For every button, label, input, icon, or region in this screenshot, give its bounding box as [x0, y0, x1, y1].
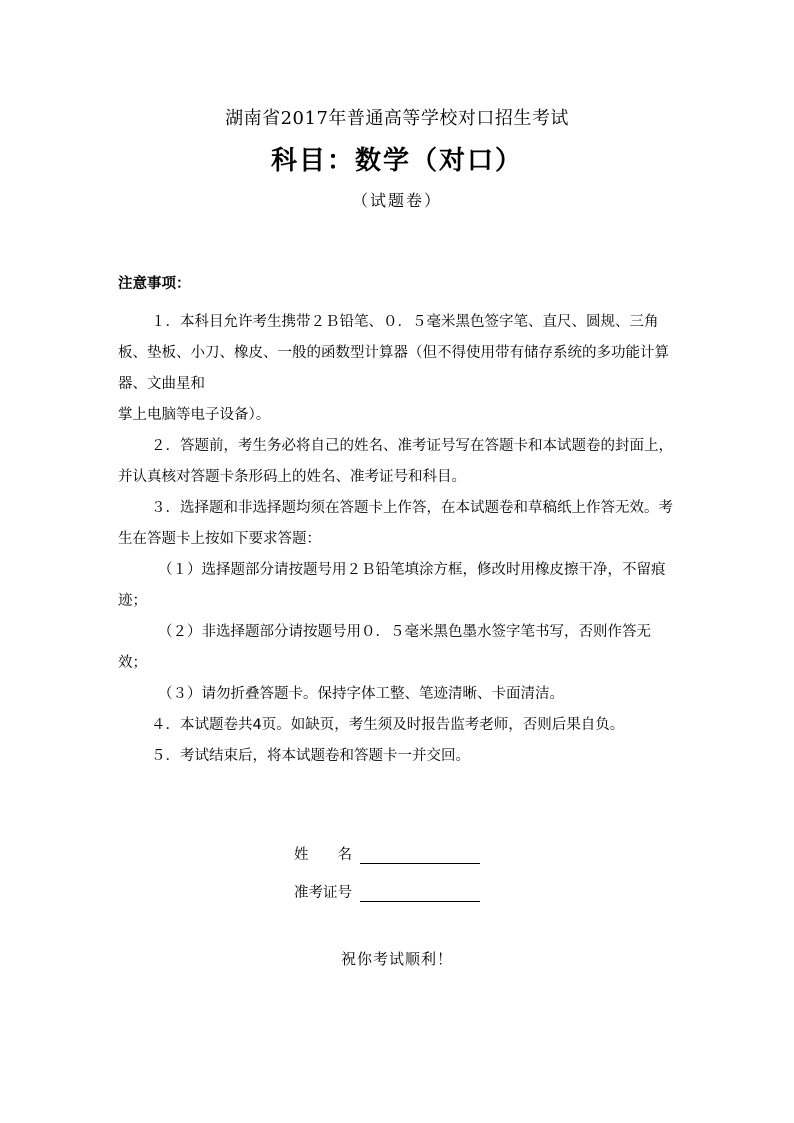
- subject-title: 科目：数学（对口）: [270, 146, 523, 176]
- id-row: [294, 864, 480, 902]
- id-label: 准考证号: [294, 885, 352, 901]
- candidate-info: [294, 826, 480, 902]
- paper-type: （试题卷）: [351, 191, 442, 210]
- id-blank-line[interactable]: [360, 883, 480, 902]
- note-item-3: ３．选择题和非选择题均须在答题卡上作答，在本试题卷和草稿纸上作答无效。考生在答题卡上按如下要求答题：: [118, 500, 673, 547]
- name-row: [294, 826, 480, 864]
- notes-section: [118, 272, 678, 772]
- note-item-1: １．本科目允许考生携带２Ｂ铅笔、０．５毫米黑色签字笔、直尺、圆规、三角板、垫板、小刀、橡皮、一般的函数型计算器（但不得使用带有储存系统的多功能计算器、文曲星和: [118, 314, 669, 392]
- note-subitem-2: （２）非选择题部分请按题号用０．５毫米黑色墨水签字笔书写，否则作答无效；: [118, 624, 651, 671]
- note-item-1-cont: 掌上电脑等电子设备）。: [118, 407, 271, 423]
- good-luck-text: 祝你考试顺利！: [340, 950, 453, 968]
- note-item-2: ２．答题前，考生务必将自己的姓名、准考证号写在答题卡和本试题卷的封面上，并认真核对答题卡条形码上的姓名、准考证号和科目。: [118, 438, 673, 485]
- exam-title: 湖南省2017年普通高等学校对口招生考试: [225, 108, 569, 129]
- name-blank-line[interactable]: [360, 845, 480, 864]
- note-subitem-1: （１）选择题部分请按题号用２Ｂ铅笔填涂方框，修改时用橡皮擦干净，不留痕迹；: [118, 562, 666, 609]
- name-label: 姓 名: [294, 847, 352, 863]
- notes-heading: 注意事项：: [118, 276, 191, 292]
- note-item-4: ４．本试题卷共4页。如缺页，考生须及时报告监考老师，否则后果自负。: [151, 717, 625, 733]
- note-item-5: ５．考试结束后，将本试题卷和答题卡一并交回。: [151, 748, 470, 764]
- note-subitem-3: （３）请勿折叠答题卡。保持字体工整、笔迹清晰、卡面清洁。: [158, 686, 564, 702]
